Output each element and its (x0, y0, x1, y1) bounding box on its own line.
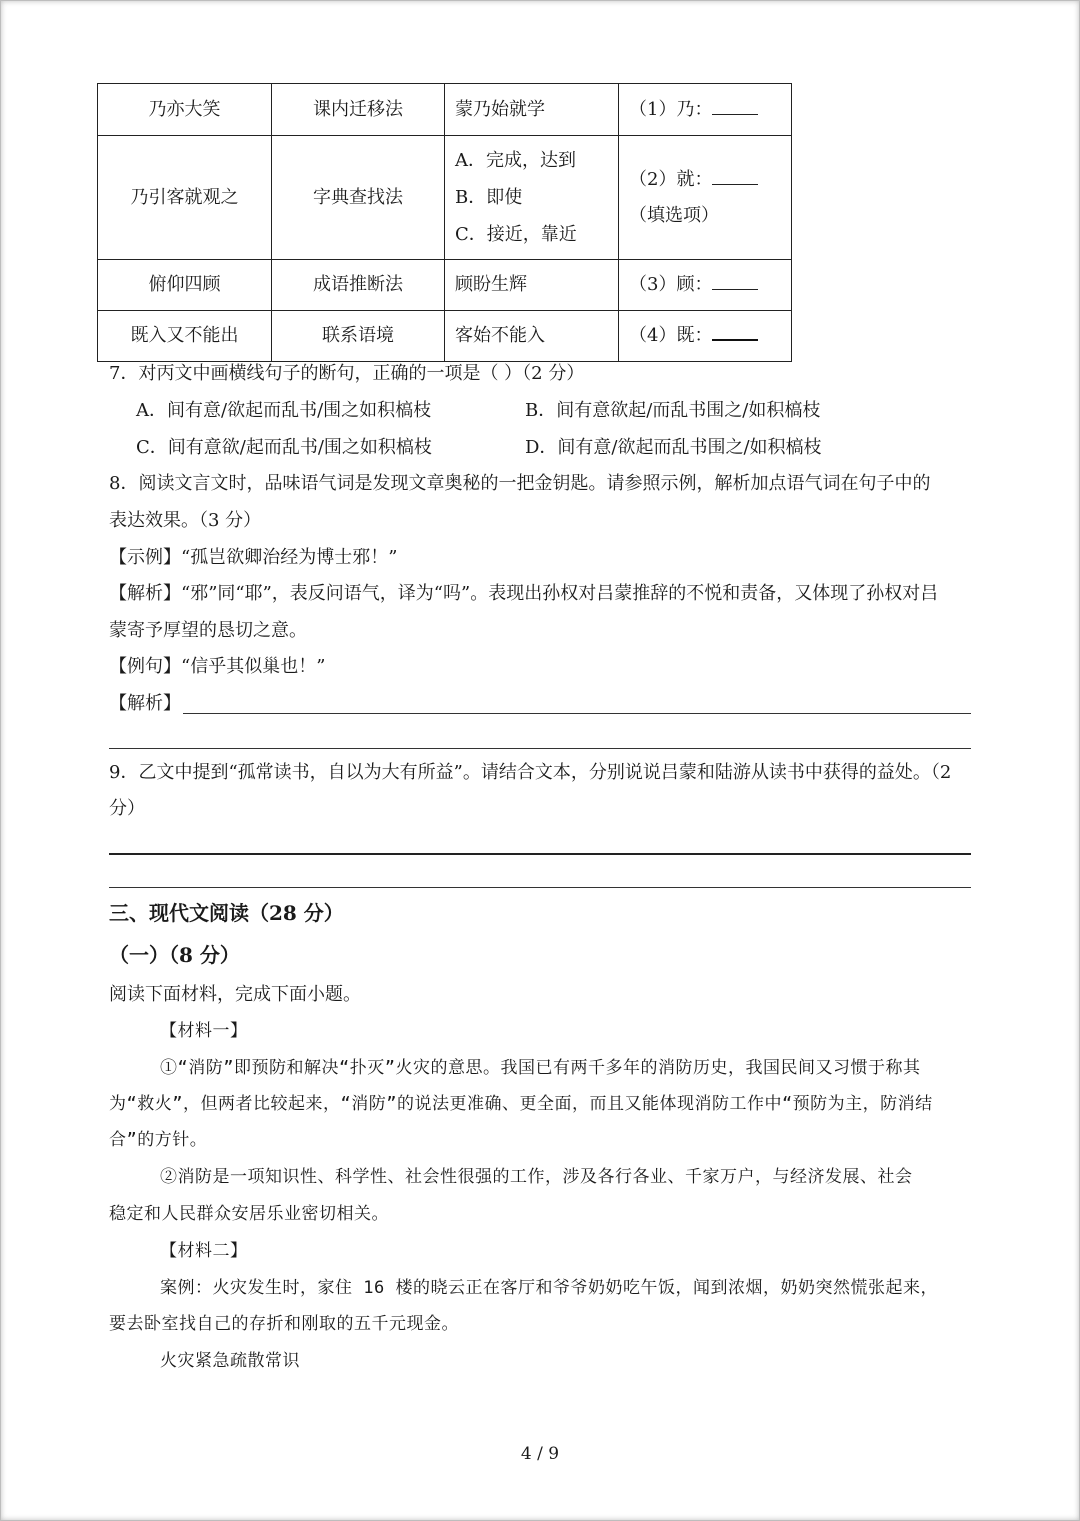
page-number: 4 / 9 (520, 1444, 560, 1464)
material1-p2-line1: ②消防是一项知识性、科学性、社会性很强的工作，涉及各行各业、千家万户，与经济发展、社会 (160, 1167, 913, 1187)
clue-cell: 顾盼生辉 (445, 260, 619, 311)
question-label: （3）顾： (629, 274, 713, 295)
answer-blank[interactable] (712, 98, 758, 115)
reading-instruction: 阅读下面材料，完成下面小题。 (109, 984, 361, 1005)
material1-label: 【材料一】 (160, 1021, 248, 1041)
example-cell: 俯仰四顾 (98, 260, 272, 311)
vocabulary-table (97, 83, 792, 362)
question-cell (619, 84, 792, 136)
answer-blank[interactable] (712, 323, 758, 341)
clue-line: 蒙乃始就学 (455, 98, 545, 120)
question-cell (619, 136, 792, 260)
q7-option-d[interactable]: D．间有意/欲起而乱书围之/如积槁枝 (525, 437, 822, 458)
table-row (98, 311, 792, 362)
material1-p1-line3: 合”的方针。 (109, 1130, 208, 1150)
clue-cell (445, 84, 619, 136)
material2-subheading: 火灾紧急疏散常识 (160, 1351, 300, 1371)
q8-analysis-line2: 蒙寄予厚望的恳切之意。 (109, 620, 307, 641)
clue-cell: 客始不能入 (445, 311, 619, 362)
clue-cell (445, 136, 619, 260)
material1-p1-line2: 为“救火”，但两者比较起来，“消防”的说法更准确、更全面，而且又能体现消防工作中“预防为主，防消结 (109, 1094, 933, 1114)
table-row (98, 260, 792, 311)
q8-stem-line1: 8．阅读文言文时，品味语气词是发现文章奥秘的一把金钥匙。请参照示例，解析加点语气词在句子中的 (109, 473, 931, 494)
question-cell (619, 260, 792, 311)
q8-answer-line-2[interactable] (109, 748, 971, 749)
section-title: 三、现代文阅读（28 分） (109, 901, 344, 925)
q9-answer-line-1[interactable] (109, 853, 971, 855)
method-cell: 课内迁移法 (272, 84, 445, 136)
material2-case-line1: 案例：火灾发生时，家住 16 楼的晓云正在客厅和爷爷奶奶吃午饭，闻到浓烟，奶奶突然慌张起来， (160, 1278, 938, 1298)
clue-option-c: C．接近，靠近 (455, 224, 577, 245)
material2-case-line2: 要去卧室找自己的存折和刚取的五千元现金。 (109, 1314, 459, 1334)
method-cell: 字典查找法 (272, 136, 445, 260)
question-label: （1）乃： (629, 98, 713, 120)
table-row (98, 84, 792, 136)
method-cell: 联系语境 (272, 311, 445, 362)
material2-label: 【材料二】 (160, 1241, 248, 1261)
clue-option-a: A．完成，达到 (455, 150, 576, 171)
q7-option-c[interactable]: C．间有意欲/起而乱书/围之如积槁枝 (136, 437, 432, 458)
answer-blank[interactable] (712, 168, 758, 185)
question-label: （4）既： (629, 325, 713, 346)
question-cell (619, 311, 792, 362)
q8-sentence: 【例句】“信乎其似巢也！” (109, 656, 326, 677)
q7-option-a[interactable]: A．间有意/欲起而乱书/围之如积槁枝 (136, 400, 432, 421)
q7-stem: 7．对丙文中画横线句子的断句，正确的一项是（ ）（2 分） (109, 363, 585, 384)
q8-example: 【示例】“孤岂欲卿治经为博士邪！” (109, 547, 398, 568)
q8-analysis-line1: 【解析】“邪”同“耶”，表反问语气，译为“吗”。表现出孙权对吕蒙推辞的不悦和责备，又体现了孙权对吕 (109, 583, 939, 604)
q8-stem-line2: 表达效果。（3 分） (109, 510, 262, 531)
material1-p2-line2: 稳定和人民群众安居乐业密切相关。 (109, 1204, 389, 1224)
answer-blank[interactable] (712, 273, 758, 290)
q9-stem-line1: 9．乙文中提到“孤常读书，自以为大有所益”。请结合文本，分别说说吕蒙和陆游从读书中获得的益处。（2 (109, 762, 952, 783)
example-cell: 乃亦大笑 (98, 84, 272, 136)
q8-answer-label: 【解析】 (109, 693, 181, 714)
table-row (98, 136, 792, 260)
material1-p1-line1: ①“消防”即预防和解决“扑灭”火灾的意思。我国已有两千多年的消防历史，我国民间又习惯于称其 (160, 1058, 921, 1078)
q9-answer-line-2[interactable] (109, 887, 971, 888)
example-cell: 乃引客就观之 (98, 136, 272, 260)
subsection-title: （一）（8 分） (109, 943, 240, 967)
question-note: （填选项） (629, 204, 719, 226)
clue-option-b: B．即使 (455, 187, 523, 208)
method-cell: 成语推断法 (272, 260, 445, 311)
example-cell: 既入又不能出 (98, 311, 272, 362)
q7-option-b[interactable]: B．间有意欲起/而乱书围之/如积槁枝 (525, 400, 821, 421)
q8-answer-line-1[interactable] (183, 713, 971, 714)
question-label: （2）就： (629, 168, 713, 190)
q9-stem-line2: 分） (109, 798, 145, 819)
